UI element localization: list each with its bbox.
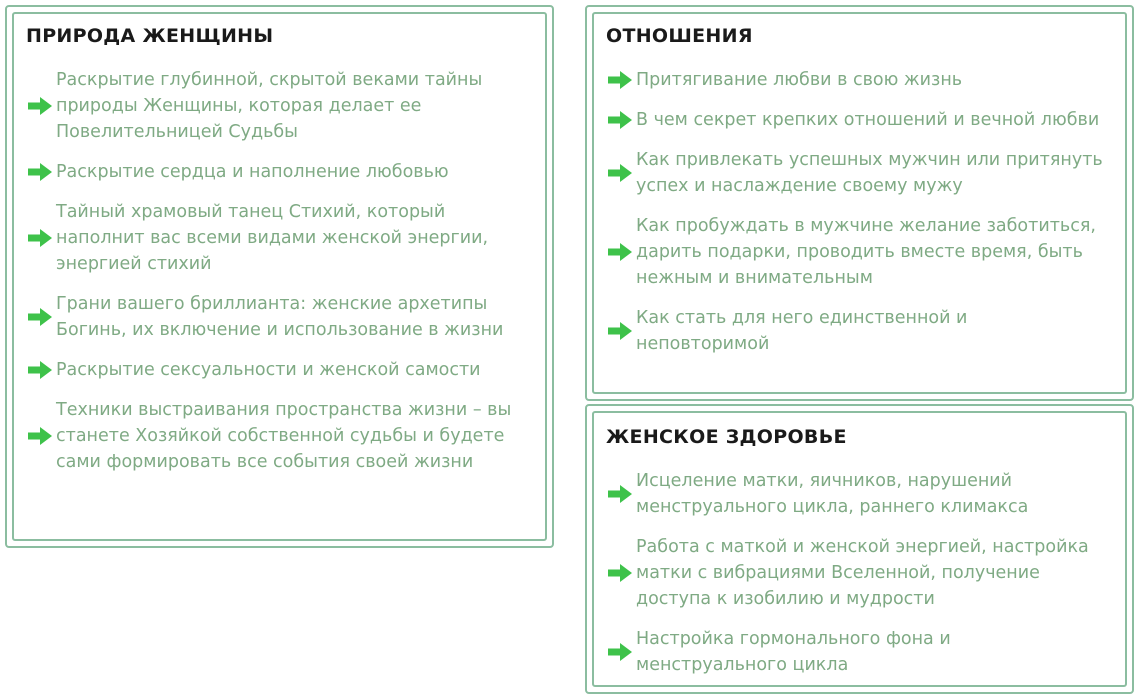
list-item-text: Притягивание любви в свою жизнь	[636, 70, 963, 90]
arrow-right-icon	[26, 359, 56, 381]
list-health	[606, 468, 1106, 692]
list-item	[26, 357, 526, 383]
card-relationships	[585, 5, 1134, 401]
card-health	[585, 404, 1134, 694]
list-item	[26, 397, 526, 475]
list-item	[606, 626, 1106, 678]
list-item	[26, 291, 526, 343]
section-title-nature: ПРИРОДА ЖЕНЩИНЫ	[26, 25, 274, 47]
arrow-right-icon	[26, 425, 56, 447]
list-item-text: Работа с маткой и женской энергией, настройка матки с вибрациями Вселенной, получение доступа к изобилию и мудрости	[636, 537, 1089, 609]
list-item	[606, 107, 1106, 133]
list-item-text: Грани вашего бриллианта: женские архетипы Богинь, их включение и использование в жизни	[56, 294, 504, 340]
list-item-text: Настройка гормонального фона и менструального цикла	[636, 629, 951, 675]
arrow-right-icon	[606, 562, 636, 584]
list-item-text: Как привлекать успешных мужчин или притянуть успех и наслаждение своему мужу	[636, 150, 1103, 196]
arrow-right-icon	[26, 95, 56, 117]
arrow-right-icon	[606, 162, 636, 184]
list-item	[606, 305, 1106, 357]
list-item-text: Как пробуждать в мужчине желание заботиться, дарить подарки, проводить вместе время, быть нежным и внимательным	[636, 216, 1096, 288]
list-item-text: Тайный храмовый танец Стихий, который наполнит вас всеми видами женской энергии, энергией стихий	[56, 202, 489, 274]
list-item	[26, 67, 526, 145]
list-nature	[26, 67, 526, 489]
list-item	[606, 67, 1106, 93]
list-item-text: Как стать для него единственной и неповторимой	[636, 308, 968, 354]
arrow-right-icon	[606, 241, 636, 263]
list-item	[606, 147, 1106, 199]
arrow-right-icon	[26, 306, 56, 328]
arrow-right-icon	[606, 483, 636, 505]
arrow-right-icon	[606, 69, 636, 91]
list-item	[26, 159, 526, 185]
section-title-relationships: ОТНОШЕНИЯ	[606, 25, 753, 47]
list-item-text: Техники выстраивания пространства жизни – вы станете Хозяйкой собственной судьбы и будете сами формировать все события своей жизни	[56, 400, 512, 472]
arrow-right-icon	[606, 109, 636, 131]
arrow-right-icon	[26, 227, 56, 249]
list-item-text: В чем секрет крепких отношений и вечной любви	[636, 110, 1100, 130]
list-relationships	[606, 67, 1106, 371]
arrow-right-icon	[606, 320, 636, 342]
list-item-text: Раскрытие глубинной, скрытой веками тайны природы Женщины, которая делает ее Повелительницей Судьбы	[56, 70, 483, 142]
section-title-health: ЖЕНСКОЕ ЗДОРОВЬЕ	[606, 426, 847, 448]
arrow-right-icon	[606, 641, 636, 663]
list-item	[606, 213, 1106, 291]
list-item	[606, 534, 1106, 612]
card-nature	[5, 5, 554, 548]
arrow-right-icon	[26, 161, 56, 183]
list-item	[26, 199, 526, 277]
list-item-text: Исцеление матки, яичников, нарушений менструального цикла, раннего климакса	[636, 471, 1029, 517]
list-item	[606, 468, 1106, 520]
list-item-text: Раскрытие сексуальности и женской самости	[56, 360, 481, 380]
list-item-text: Раскрытие сердца и наполнение любовью	[56, 162, 449, 182]
